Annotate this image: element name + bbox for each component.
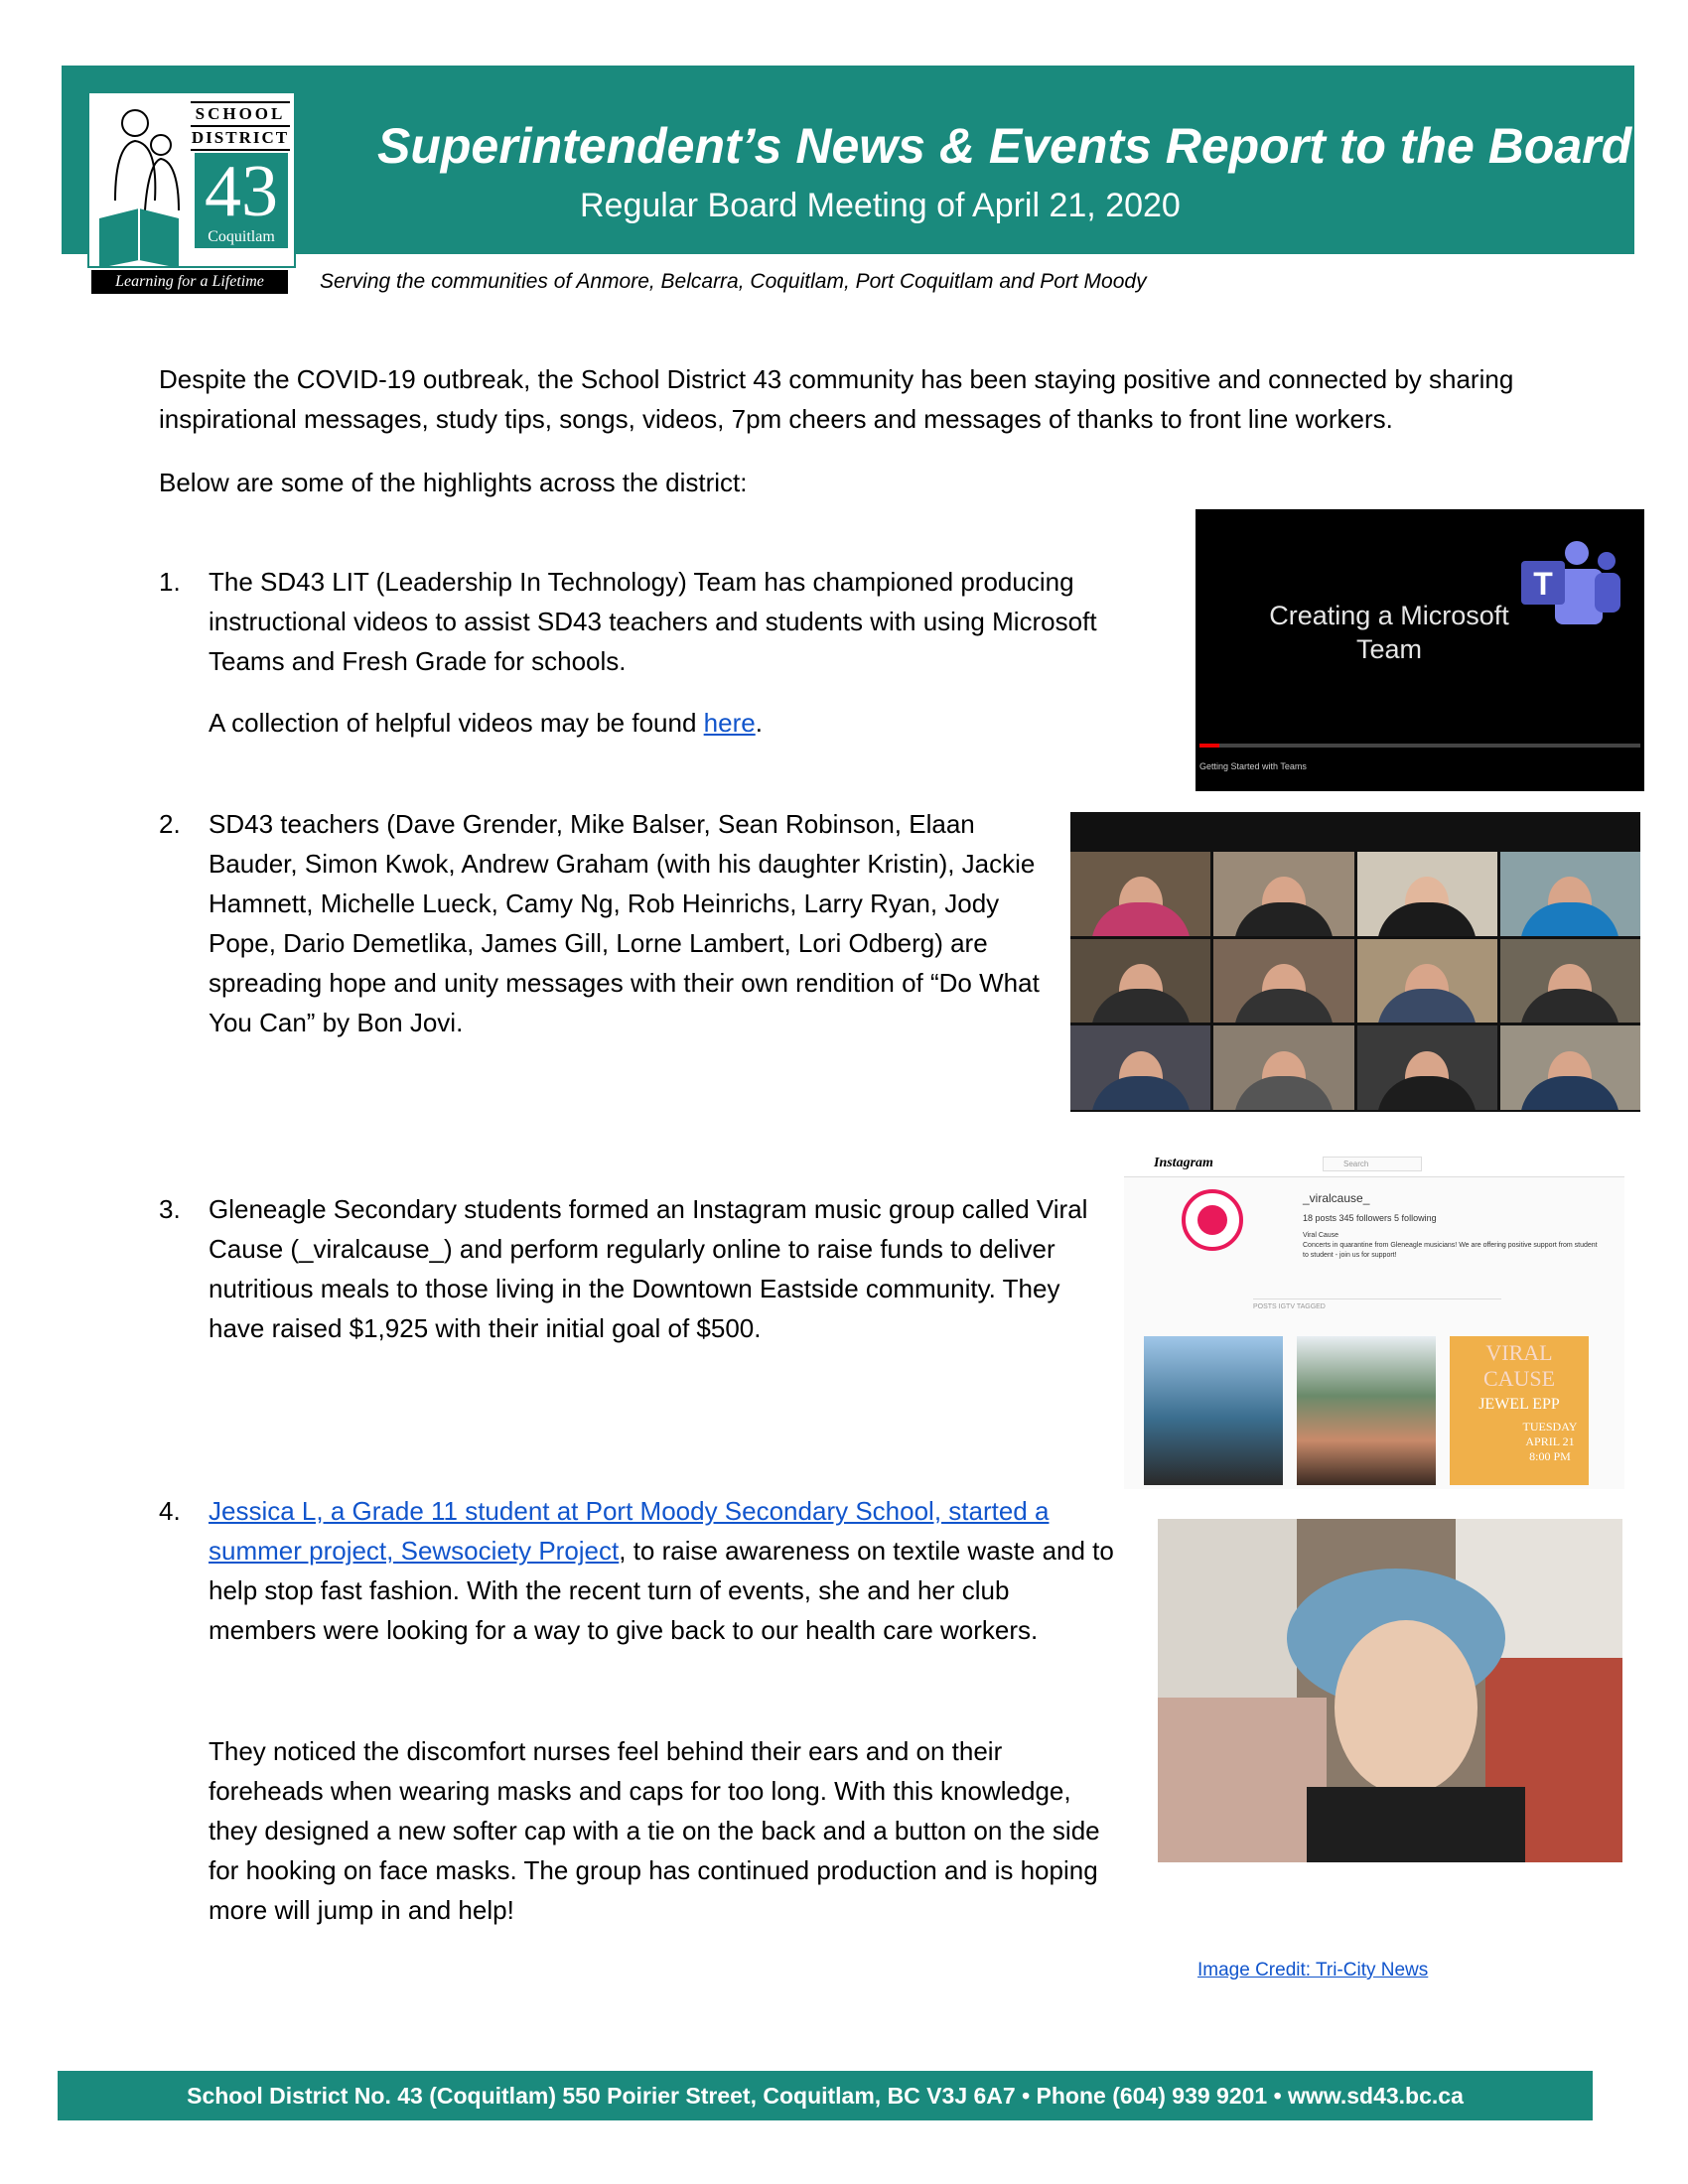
item-1-number: 1. [159, 567, 181, 597]
teams-video-thumbnail[interactable] [1196, 509, 1644, 791]
student-cap-illustration [1158, 1519, 1622, 1862]
video-title-text: Creating a Microsoft Team [1269, 601, 1509, 664]
instagram-profile-screenshot [1124, 1152, 1624, 1489]
item-1-videos-line [209, 703, 1102, 743]
item-4-text [209, 1491, 1122, 1650]
zoom-tile [1213, 852, 1353, 936]
zoom-video-call-photo [1070, 812, 1640, 1112]
zoom-tile [1070, 939, 1210, 1024]
zoom-tile [1357, 1025, 1497, 1110]
zoom-tile [1070, 852, 1210, 936]
item-4-text-2: They noticed the discomfort nurses feel behind their ears and on their foreheads when wearing masks and caps for too long. With this knowledge, they designed a new softer cap with a tie on the back and a button on the side for hooking on face masks. The group has continued production and is hoping more will jump in and help! [209, 1736, 1100, 1925]
item-4-text-rest: , to raise awareness on textile waste and to help stop fast fashion. With the recent turn of events, she and her club members were looking for a way to give back to our health care workers. [209, 1536, 1114, 1645]
instagram-logo: Instagram [1154, 1156, 1213, 1170]
instagram-handle: _viralcause_ [1303, 1191, 1370, 1205]
videos-prefix: A collection of helpful videos may be found [209, 708, 704, 738]
footer-contact: School District No. 43 (Coquitlam) 550 Poirier Street, Coquitlam, BC V3J 6A7 • Phone (604) 939 9201 • www.sd43.bc.ca [187, 2083, 1464, 2109]
instagram-search: Search [1323, 1157, 1422, 1171]
video-progress-fill [1199, 744, 1219, 748]
microsoft-teams-logo-icon [1515, 539, 1622, 630]
image-credit-link[interactable]: Image Credit: Tri-City News [1197, 1960, 1429, 1980]
logo-city: Coquitlam [208, 228, 275, 245]
instagram-post-2 [1297, 1336, 1436, 1485]
zoom-tile [1070, 1025, 1210, 1110]
highlights-lead: Below are some of the highlights across the district: [159, 468, 748, 497]
instagram-post-1 [1144, 1336, 1283, 1485]
zoom-tile [1213, 1025, 1353, 1110]
logo-district-text: DISTRICT [191, 127, 290, 151]
video-caption: Getting Started with Teams [1199, 761, 1307, 771]
item-2-number: 2. [159, 809, 181, 839]
item-3-number: 3. [159, 1194, 181, 1224]
student-cap-photo [1158, 1519, 1622, 1862]
logo-number-block [195, 153, 288, 248]
item-3-text: Gleneagle Secondary students formed an Instagram music group called Viral Cause (_viralcause_) and perform regularly online to raise funds to deliver nutritious meals to those living in the Downtown Eastside community. They have raised $1,925 with their initial goal of $500. [209, 1194, 1088, 1343]
instagram-top-bar [1124, 1152, 1624, 1177]
poster-line1: VIRAL [1485, 1340, 1553, 1365]
videos-here-link[interactable]: here [703, 708, 756, 738]
serving-communities: Serving the communities of Anmore, Belcarra, Coquitlam, Port Coquitlam and Port Moody [320, 270, 1147, 293]
sewsociety-article-link[interactable]: Jessica L, a Grade 11 student at Port Moody Secondary School, started a summer project, Sewsociety Project [209, 1496, 1050, 1566]
meeting-date: Regular Board Meeting of April 21, 2020 [580, 187, 1181, 224]
poster-line2: CAUSE [1482, 1366, 1556, 1391]
item-2-text: SD43 teachers (Dave Grender, Mike Balser, Sean Robinson, Elaan Bauder, Simon Kwok, Andrew Graham (with his daughter Kristin), Jackie Hamnett, Michelle Lueck, Camy Ng, Rob Heinrichs, Larry Ryan, Jody Pope, Dario Demetlika, James Gill, Lorne Lambert, Lori Odberg) are spreading hope and unity messages with their own rendition of “Do What You Can” by Bon Jovi. [209, 809, 1040, 1037]
videos-suffix: . [755, 708, 763, 738]
report-title: Superintendent’s News & Events Report to the Board [377, 118, 1632, 174]
zoom-tile [1357, 852, 1497, 936]
poster-line4: TUESDAY APRIL 21 8:00 PM [1522, 1420, 1578, 1463]
zoom-tile [1213, 939, 1353, 1024]
intro-paragraph: Despite the COVID-19 outbreak, the School District 43 community has been staying positive and connected by sharing inspirational messages, study tips, songs, videos, 7pm cheers and messages of thanks to front line workers. [159, 364, 1514, 434]
item-4-number: 4. [159, 1496, 181, 1526]
zoom-tile [1357, 939, 1497, 1024]
item-1-text: The SD43 LIT (Leadership In Technology) Team has championed producing instructional videos to assist SD43 teachers and students with using Microsoft Teams and Fresh Grade for schools. [209, 567, 1097, 676]
zoom-tile [1500, 939, 1640, 1024]
logo-school-text: SCHOOL [191, 101, 290, 127]
instagram-stats: 18 posts 345 followers 5 following [1303, 1213, 1437, 1223]
instagram-bio [1303, 1231, 1601, 1261]
zoom-tile [1500, 852, 1640, 936]
logo-tagline: Learning for a Lifetime [91, 270, 288, 294]
district-logo [87, 91, 296, 268]
video-progress-bar[interactable] [1199, 744, 1640, 748]
zoom-tile [1500, 1025, 1640, 1110]
svg-text:T: T [1533, 566, 1553, 602]
instagram-post-3 [1450, 1336, 1589, 1485]
family-figures-icon [95, 101, 205, 268]
instagram-tabs: POSTS IGTV TAGGED [1253, 1298, 1501, 1310]
instagram-bio-name: Viral Cause [1303, 1232, 1339, 1239]
logo-number: 43 [205, 151, 278, 232]
instagram-bio-text: Concerts in quarantine from Gleneagle musicians! We are offering positive support from student to student - join us for support! [1303, 1242, 1598, 1259]
viralcause-avatar [1182, 1189, 1243, 1251]
poster-line3: JEWEL EPP [1478, 1396, 1560, 1413]
